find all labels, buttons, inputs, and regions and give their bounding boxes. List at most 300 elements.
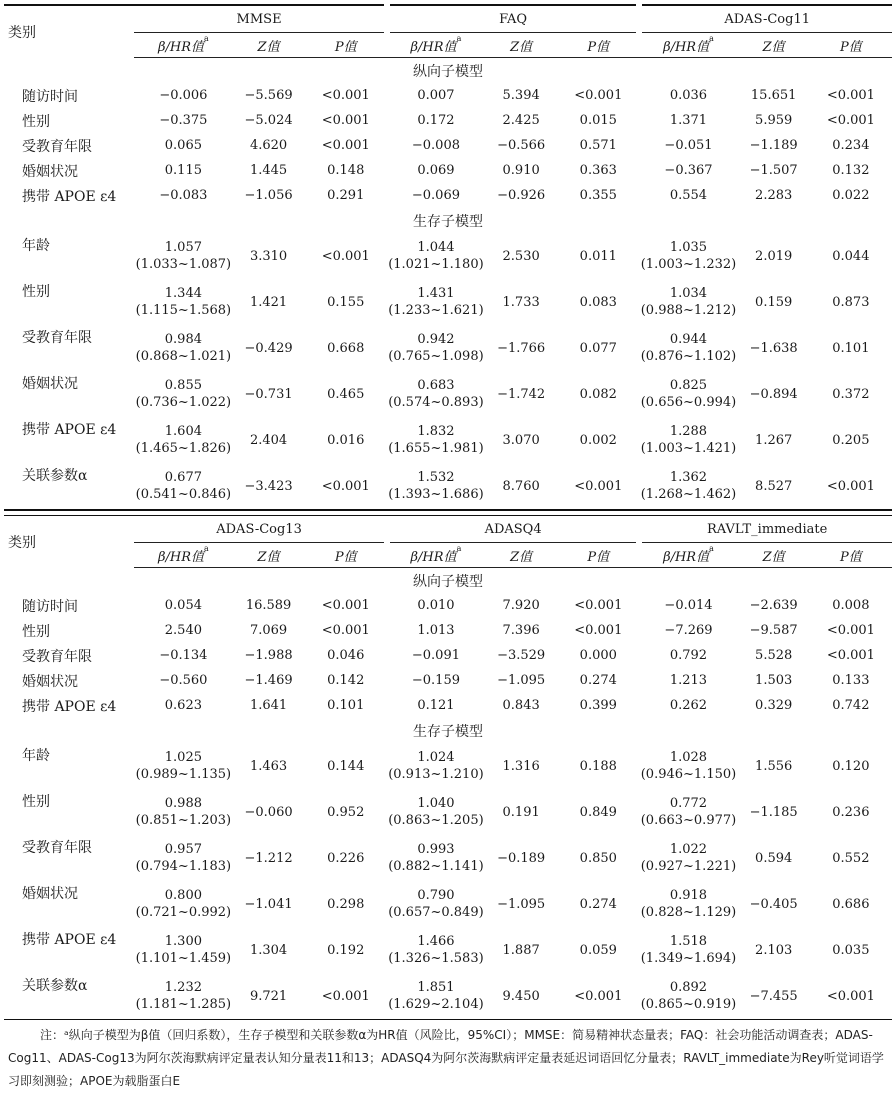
- row-label: 性别: [22, 113, 50, 130]
- p-value: 0.082: [579, 386, 617, 402]
- hr-value: 0.683: [417, 378, 455, 393]
- cell-value: <0.001: [321, 623, 370, 638]
- table-row: [4, 668, 892, 693]
- cell-value: <0.001: [574, 598, 623, 613]
- row-label: 性别: [22, 794, 50, 810]
- hr-ci: (0.656~0.994): [640, 395, 737, 410]
- hr-value: 1.532: [417, 470, 455, 485]
- hr-cell: [134, 417, 232, 463]
- cell-value: −0.014: [664, 598, 713, 613]
- hr-value: 1.057: [164, 240, 202, 255]
- table-row: [4, 927, 892, 973]
- hr-value: 1.604: [164, 424, 202, 439]
- hr-cell: [134, 743, 232, 789]
- z-col-header: Z值: [738, 543, 810, 568]
- group-header: FAQ: [387, 5, 640, 33]
- cell-value: −1.095: [497, 673, 546, 688]
- z-value: 8.760: [485, 463, 557, 510]
- cell-value: −1.988: [244, 648, 293, 663]
- z-value: 3.310: [249, 248, 288, 264]
- hr-ci: (0.541~0.846): [135, 487, 232, 502]
- cell-value: −0.051: [664, 138, 713, 153]
- hr-ci: (0.794~1.183): [135, 859, 232, 874]
- table-row: [4, 233, 892, 279]
- cell-value: −0.069: [411, 188, 460, 203]
- group-header: RAVLT_immediate: [639, 516, 892, 543]
- p-value: 0.850: [579, 850, 617, 866]
- z-value: −1.185: [749, 804, 798, 820]
- hr-cell: [639, 927, 737, 973]
- section-title: 生存子模型: [413, 213, 483, 230]
- hr-cell: [639, 371, 737, 417]
- cell-value: 0.121: [417, 698, 455, 713]
- cell-value: −7.269: [664, 623, 713, 638]
- p-value: 0.465: [327, 386, 365, 402]
- est-col-header: β/HR值$^a$: [639, 33, 737, 58]
- hr-ci: (0.721~0.992): [135, 905, 232, 920]
- cell-value: −0.926: [497, 188, 546, 203]
- p-value: 0.226: [327, 850, 365, 866]
- table-row: [4, 743, 892, 789]
- hr-value: 1.044: [417, 240, 455, 255]
- cell-value: −0.008: [411, 138, 460, 153]
- category-header: 类别: [8, 24, 36, 41]
- hr-cell: [134, 463, 232, 510]
- category-header: 类别: [8, 534, 36, 551]
- est-col-header: β/HR值$^a$: [134, 33, 232, 58]
- hr-value: 0.918: [669, 888, 708, 903]
- hr-value: 0.892: [669, 980, 708, 995]
- hr-cell: [134, 371, 232, 417]
- table-row: [4, 83, 892, 108]
- p-value: 0.011: [579, 248, 617, 264]
- cell-value: −0.375: [159, 113, 208, 128]
- z-value: 0.191: [502, 804, 540, 820]
- hr-cell: [639, 789, 737, 835]
- p-value: 0.016: [327, 432, 365, 448]
- table-row: [4, 158, 892, 183]
- cell-value: <0.001: [321, 88, 370, 103]
- cell-value: 7.920: [502, 598, 540, 613]
- cell-value: −1.469: [244, 673, 293, 688]
- hr-ci: (0.765~1.098): [388, 349, 484, 364]
- hr-cell: [134, 279, 232, 325]
- hr-cell: [134, 881, 232, 927]
- row-label: 婚姻状况: [22, 886, 78, 902]
- hr-cell: [639, 279, 737, 325]
- p-value: <0.001: [810, 463, 892, 510]
- cell-value: 0.554: [669, 188, 708, 203]
- section-title: 纵向子模型: [413, 573, 483, 590]
- hr-value: 1.300: [164, 934, 202, 949]
- hr-cell: [387, 789, 485, 835]
- row-label: 受教育年限: [22, 138, 92, 155]
- cell-value: <0.001: [826, 623, 875, 638]
- hr-value: 1.022: [669, 842, 708, 857]
- hr-ci: (0.946~1.150): [640, 767, 737, 782]
- est-col-header: β/HR值$^a$: [134, 543, 232, 568]
- p-value: <0.001: [557, 463, 639, 510]
- hr-ci: (0.927~1.221): [640, 859, 737, 874]
- p-value: 0.274: [579, 896, 617, 912]
- hr-value: 0.800: [164, 888, 202, 903]
- p-col-header: P值: [305, 543, 387, 568]
- hr-cell: [387, 881, 485, 927]
- hr-value: 0.855: [164, 378, 202, 393]
- hr-ci: (1.465~1.826): [135, 441, 232, 456]
- table-footnote: 注：ᵃ纵向子模型为β值（回归系数），生存子模型和关联参数α为HR值（风险比，95%CI）；MMSE：简易精神状态量表；FAQ：社会功能活动调查表；ADAS-Cog11、ADAS-Cog13为阿尔茨海默病评定量表认知分量表11和13；ADASQ4为阿尔茨海默病评定量表延迟词语回忆分量表；RAVLT_immediate为Rey听觉词语学习即刻测验；APOE为载脂蛋白E: [8, 1028, 884, 1088]
- cell-value: 0.792: [669, 648, 708, 663]
- p-value: <0.001: [557, 973, 639, 1020]
- cell-value: 7.396: [502, 623, 540, 638]
- cell-value: 0.115: [164, 163, 202, 178]
- cell-value: 4.620: [249, 138, 288, 153]
- cell-value: −0.367: [664, 163, 713, 178]
- hr-cell: [639, 417, 737, 463]
- p-value: 0.668: [327, 340, 365, 356]
- hr-cell: [134, 325, 232, 371]
- row-label: 关联参数α: [4, 463, 134, 510]
- z-value: 0.159: [755, 294, 793, 310]
- table-row: [4, 593, 892, 618]
- hr-value: 1.034: [669, 286, 708, 301]
- z-col-header: Z值: [232, 543, 304, 568]
- row-label: 关联参数α: [4, 973, 134, 1020]
- p-value: 0.236: [832, 804, 870, 820]
- group-header: MMSE: [134, 5, 387, 33]
- z-value: −0.405: [749, 896, 798, 912]
- z-value: −1.638: [749, 340, 798, 356]
- hr-cell: [387, 279, 485, 325]
- cell-value: 0.015: [579, 113, 617, 128]
- p-value: 0.192: [327, 942, 365, 958]
- row-label: 携带 APOE ε4: [22, 188, 117, 205]
- table-row: [4, 133, 892, 158]
- hr-ci: (1.003~1.421): [640, 441, 737, 456]
- hr-ci: (1.033~1.087): [135, 257, 232, 272]
- section-title: 纵向子模型: [413, 63, 483, 80]
- p-value: 0.002: [579, 432, 617, 448]
- z-col-header: Z值: [232, 33, 304, 58]
- hr-ci: (0.657~0.849): [388, 905, 484, 920]
- row-label: 年龄: [22, 238, 50, 254]
- z-value: 1.267: [755, 432, 793, 448]
- cell-value: 2.425: [502, 113, 540, 128]
- hr-value: 1.518: [669, 934, 708, 949]
- hr-ci: (1.003~1.232): [640, 257, 737, 272]
- row-label: 携带 APOE ε4: [22, 932, 117, 948]
- row-label: 性别: [22, 623, 50, 640]
- cell-value: 0.000: [579, 648, 617, 663]
- cell-value: 0.910: [502, 163, 540, 178]
- hr-ci: (1.393~1.686): [388, 487, 484, 502]
- cell-value: 1.445: [249, 163, 288, 178]
- hr-ci: (1.326~1.583): [388, 951, 484, 966]
- p-value: 0.155: [327, 294, 365, 310]
- row-label: 婚姻状况: [22, 376, 78, 392]
- cell-value: −3.529: [497, 648, 546, 663]
- z-value: −1.041: [244, 896, 293, 912]
- hr-ci: (0.868~1.021): [135, 349, 232, 364]
- hr-ci: (0.851~1.203): [135, 813, 232, 828]
- cell-value: 0.007: [417, 88, 455, 103]
- cell-value: 1.371: [669, 113, 708, 128]
- row-label: 受教育年限: [22, 330, 92, 346]
- z-value: −7.455: [738, 973, 810, 1020]
- z-value: −0.731: [244, 386, 293, 402]
- row-label: 性别: [22, 284, 50, 300]
- est-col-header: β/HR值$^a$: [639, 543, 737, 568]
- hr-value: 1.040: [417, 796, 455, 811]
- hr-ci: (1.349~1.694): [640, 951, 737, 966]
- cell-value: −0.566: [497, 138, 546, 153]
- cell-value: <0.001: [574, 623, 623, 638]
- cell-value: <0.001: [321, 138, 370, 153]
- z-value: 8.527: [738, 463, 810, 510]
- cell-value: 0.132: [832, 163, 870, 178]
- cell-value: −1.507: [749, 163, 798, 178]
- cell-value: 5.959: [755, 113, 793, 128]
- hr-ci: (1.115~1.568): [135, 303, 232, 318]
- p-value: 0.101: [832, 340, 870, 356]
- z-value: 3.070: [502, 432, 540, 448]
- z-value: −1.742: [497, 386, 546, 402]
- z-value: −0.429: [244, 340, 293, 356]
- p-value: 0.552: [832, 850, 870, 866]
- cell-value: <0.001: [574, 88, 623, 103]
- hr-ci: (0.574~0.893): [388, 395, 484, 410]
- z-value: −1.095: [497, 896, 546, 912]
- p-value: 0.188: [579, 758, 617, 774]
- p-value: 0.077: [579, 340, 617, 356]
- row-label: 婚姻状况: [22, 163, 78, 180]
- p-value: 0.298: [327, 896, 365, 912]
- group-header: ADASQ4: [387, 516, 640, 543]
- hr-value: 1.288: [669, 424, 708, 439]
- hr-ci: (0.882~1.141): [388, 859, 484, 874]
- row-label: 婚姻状况: [22, 673, 78, 690]
- hr-cell: [134, 835, 232, 881]
- z-value: 1.556: [755, 758, 793, 774]
- hr-value: 0.942: [417, 332, 455, 347]
- p-value: 0.144: [327, 758, 365, 774]
- z-value: 1.463: [249, 758, 288, 774]
- p-col-header: P值: [810, 543, 892, 568]
- hr-ci: (0.865~0.919): [640, 997, 737, 1012]
- cell-value: 0.355: [579, 188, 617, 203]
- z-value: 2.103: [755, 942, 793, 958]
- hr-value: 0.993: [417, 842, 455, 857]
- table-row: [4, 279, 892, 325]
- hr-value: 0.825: [669, 378, 708, 393]
- hr-cell: [387, 417, 485, 463]
- table-row: [4, 463, 892, 510]
- cell-value: 0.172: [417, 113, 455, 128]
- table-row: [4, 643, 892, 668]
- z-value: 9.721: [232, 973, 304, 1020]
- hr-value: 1.344: [164, 286, 202, 301]
- group-header: ADAS-Cog11: [639, 5, 892, 33]
- cell-value: 15.651: [750, 88, 797, 103]
- est-col-header: β/HR值$^a$: [387, 543, 485, 568]
- hr-cell: [387, 973, 485, 1020]
- cell-value: 0.101: [327, 698, 365, 713]
- p-col-header: P值: [810, 33, 892, 58]
- cell-value: −5.024: [244, 113, 293, 128]
- hr-value: 0.772: [669, 796, 708, 811]
- z-value: −1.212: [244, 850, 293, 866]
- hr-ci: (1.233~1.621): [388, 303, 484, 318]
- z-value: 9.450: [485, 973, 557, 1020]
- hr-cell: [387, 835, 485, 881]
- p-value: <0.001: [305, 973, 387, 1020]
- hr-cell: [639, 233, 737, 279]
- hr-cell: [387, 371, 485, 417]
- table-row: [4, 881, 892, 927]
- cell-value: 0.399: [579, 698, 617, 713]
- cell-value: 0.054: [164, 598, 202, 613]
- cell-value: <0.001: [826, 113, 875, 128]
- p-value: 0.205: [832, 432, 870, 448]
- z-value: −3.423: [232, 463, 304, 510]
- hr-ci: (0.989~1.135): [135, 767, 232, 782]
- hr-cell: [639, 463, 737, 510]
- table-row: [4, 618, 892, 643]
- cell-value: <0.001: [826, 88, 875, 103]
- hr-value: 1.035: [669, 240, 708, 255]
- cell-value: 0.363: [579, 163, 617, 178]
- cell-value: 0.142: [327, 673, 365, 688]
- hr-value: 1.232: [164, 980, 202, 995]
- z-value: −1.766: [497, 340, 546, 356]
- table-row: [4, 371, 892, 417]
- p-value: 0.372: [832, 386, 870, 402]
- hr-cell: [387, 927, 485, 973]
- hr-value: 1.431: [417, 286, 455, 301]
- cell-value: 0.065: [164, 138, 202, 153]
- hr-ci: (0.863~1.205): [388, 813, 484, 828]
- cell-value: 0.036: [669, 88, 708, 103]
- p-col-header: P值: [557, 543, 639, 568]
- table-row: [4, 835, 892, 881]
- p-value: 0.059: [579, 942, 617, 958]
- cell-value: −1.056: [244, 188, 293, 203]
- cell-value: 0.133: [832, 673, 870, 688]
- row-label: 受教育年限: [22, 648, 92, 665]
- hr-value: 0.988: [164, 796, 202, 811]
- hr-value: 1.832: [417, 424, 455, 439]
- cell-value: 0.010: [417, 598, 455, 613]
- table-row: [4, 693, 892, 718]
- cell-value: −0.560: [159, 673, 208, 688]
- hr-ci: (1.629~2.104): [388, 997, 484, 1012]
- hr-cell: [639, 743, 737, 789]
- hr-value: 1.466: [417, 934, 455, 949]
- cell-value: −2.639: [749, 598, 798, 613]
- cell-value: 5.528: [755, 648, 793, 663]
- hr-ci: (0.876~1.102): [640, 349, 737, 364]
- hr-value: 1.851: [417, 980, 455, 995]
- cell-value: −9.587: [749, 623, 798, 638]
- cell-value: 0.022: [832, 188, 870, 203]
- cell-value: 2.283: [755, 188, 793, 203]
- hr-ci: (0.828~1.129): [640, 905, 737, 920]
- cell-value: 0.262: [669, 698, 708, 713]
- cell-value: 1.641: [249, 698, 288, 713]
- hr-cell: [639, 325, 737, 371]
- cell-value: 7.069: [249, 623, 288, 638]
- document-page: [4, 0, 892, 1093]
- results-table-2: [4, 516, 892, 1020]
- z-value: 1.421: [249, 294, 288, 310]
- hr-cell: [387, 233, 485, 279]
- z-value: 2.404: [249, 432, 288, 448]
- cell-value: −1.189: [749, 138, 798, 153]
- hr-cell: [387, 463, 485, 510]
- table-row: [4, 973, 892, 1020]
- cell-value: <0.001: [321, 598, 370, 613]
- p-value: 0.044: [832, 248, 870, 264]
- cell-value: 0.234: [832, 138, 870, 153]
- cell-value: 0.329: [755, 698, 793, 713]
- table-row: [4, 108, 892, 133]
- p-value: 0.083: [579, 294, 617, 310]
- hr-ci: (1.021~1.180): [388, 257, 484, 272]
- p-col-header: P值: [305, 33, 387, 58]
- hr-value: 0.790: [417, 888, 455, 903]
- z-value: 1.316: [502, 758, 540, 774]
- cell-value: −0.159: [411, 673, 460, 688]
- hr-value: 0.677: [164, 470, 202, 485]
- cell-value: 0.069: [417, 163, 455, 178]
- p-value: 0.952: [327, 804, 365, 820]
- hr-cell: [134, 789, 232, 835]
- cell-value: −5.569: [244, 88, 293, 103]
- hr-cell: [639, 835, 737, 881]
- hr-cell: [639, 973, 737, 1020]
- row-label: 随访时间: [22, 88, 78, 105]
- cell-value: −0.134: [159, 648, 208, 663]
- z-value: 1.304: [249, 942, 288, 958]
- hr-value: 0.984: [164, 332, 202, 347]
- z-value: 2.530: [502, 248, 540, 264]
- cell-value: 0.742: [832, 698, 870, 713]
- hr-cell: [639, 881, 737, 927]
- p-col-header: P值: [557, 33, 639, 58]
- hr-ci: (1.181~1.285): [135, 997, 232, 1012]
- hr-cell: [387, 325, 485, 371]
- table-row: [4, 417, 892, 463]
- hr-value: 0.957: [164, 842, 202, 857]
- cell-value: 1.213: [669, 673, 708, 688]
- cell-value: 0.843: [502, 698, 540, 713]
- cell-value: 1.503: [755, 673, 793, 688]
- cell-value: −0.091: [411, 648, 460, 663]
- row-label: 受教育年限: [22, 840, 92, 856]
- hr-ci: (0.736~1.022): [135, 395, 232, 410]
- z-value: 1.733: [502, 294, 540, 310]
- z-col-header: Z值: [485, 33, 557, 58]
- cell-value: <0.001: [321, 113, 370, 128]
- cell-value: 0.571: [579, 138, 617, 153]
- hr-ci: (0.663~0.977): [640, 813, 737, 828]
- cell-value: 0.148: [327, 163, 365, 178]
- z-value: −0.189: [497, 850, 546, 866]
- hr-value: 1.025: [164, 750, 202, 765]
- table-row: [4, 183, 892, 208]
- hr-value: 1.362: [669, 470, 708, 485]
- cell-value: 0.291: [327, 188, 365, 203]
